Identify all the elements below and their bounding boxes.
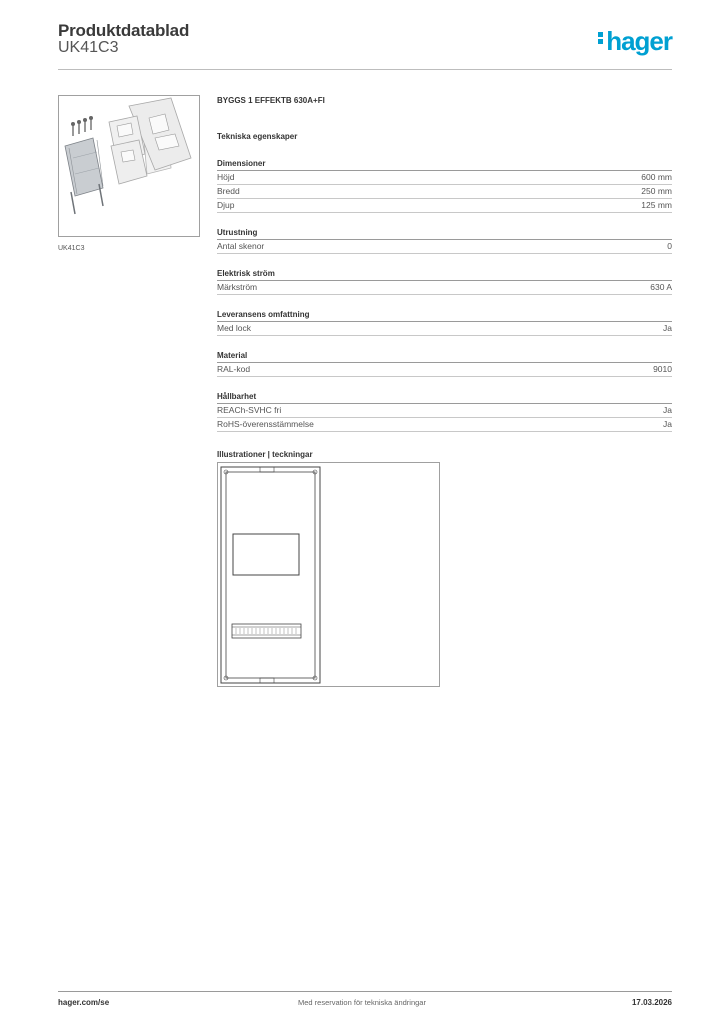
- spec-label: Höjd: [217, 172, 235, 182]
- logo-dots-icon: [598, 30, 604, 46]
- spec-row: [217, 418, 672, 432]
- document-title: Produktdatablad: [58, 21, 190, 40]
- hager-logo: [598, 28, 672, 54]
- spec-group: [217, 351, 672, 377]
- product-photo-icon: [59, 96, 199, 236]
- spec-group: [217, 310, 672, 336]
- spec-row: [217, 171, 672, 185]
- spec-value: Ja: [663, 419, 672, 429]
- spec-label: RAL-kod: [217, 364, 251, 374]
- spec-value: 0: [667, 241, 672, 251]
- technical-drawing: [217, 462, 440, 687]
- spec-group-title: Hållbarhet: [217, 392, 672, 404]
- spec-group-title: Leveransens omfattning: [217, 310, 672, 322]
- illustrations-title: Illustrationer | teckningar: [217, 450, 313, 459]
- spec-group-title: Dimensioner: [217, 159, 672, 171]
- product-details: [217, 96, 672, 459]
- section-title: Tekniska egenskaper: [217, 132, 298, 141]
- spec-row: [217, 322, 672, 336]
- spec-row: [217, 404, 672, 418]
- spec-row: [217, 240, 672, 254]
- spec-value: 125 mm: [641, 200, 672, 210]
- spec-group-title: Utrustning: [217, 228, 672, 240]
- enclosure-drawing-icon: [218, 463, 439, 686]
- spec-group: [217, 228, 672, 254]
- product-name: BYGGS 1 EFFEKTB 630A+FI: [217, 96, 325, 105]
- spec-value: 630 A: [650, 282, 672, 292]
- product-code: UK41C3: [58, 39, 119, 56]
- spec-label: Med lock: [217, 323, 252, 333]
- footer-note: Med reservation för tekniska ändringar: [298, 998, 426, 1007]
- footer-date: 17.03.2026: [631, 998, 672, 1007]
- spec-row: [217, 363, 672, 377]
- spec-group: [217, 159, 672, 213]
- spec-value: Ja: [663, 323, 672, 333]
- footer-divider: [58, 991, 672, 992]
- spec-value: 250 mm: [641, 186, 672, 196]
- spec-group: [217, 392, 672, 432]
- spec-group-title: Elektrisk ström: [217, 269, 672, 281]
- spec-label: Antal skenor: [217, 241, 265, 251]
- photo-caption: UK41C3: [58, 245, 85, 252]
- spec-value: 600 mm: [641, 172, 672, 182]
- product-photo: [58, 95, 200, 237]
- spec-group: [217, 269, 672, 295]
- spec-label: Märkström: [217, 282, 258, 292]
- spec-label: RoHS-överensstämmelse: [217, 419, 314, 429]
- spec-value: 9010: [653, 364, 672, 374]
- footer-website-link[interactable]: hager.com/se: [58, 998, 110, 1007]
- spec-label: Djup: [217, 200, 235, 210]
- spec-label: Bredd: [217, 186, 240, 196]
- spec-group-title: Material: [217, 351, 672, 363]
- spec-row: [217, 199, 672, 213]
- spec-label: REACh-SVHC fri: [217, 405, 282, 415]
- spec-row: [217, 281, 672, 295]
- spec-row: [217, 185, 672, 199]
- header-divider: [58, 69, 672, 70]
- spec-groups: [217, 159, 672, 432]
- logo-text: hager: [606, 26, 672, 56]
- spec-value: Ja: [663, 405, 672, 415]
